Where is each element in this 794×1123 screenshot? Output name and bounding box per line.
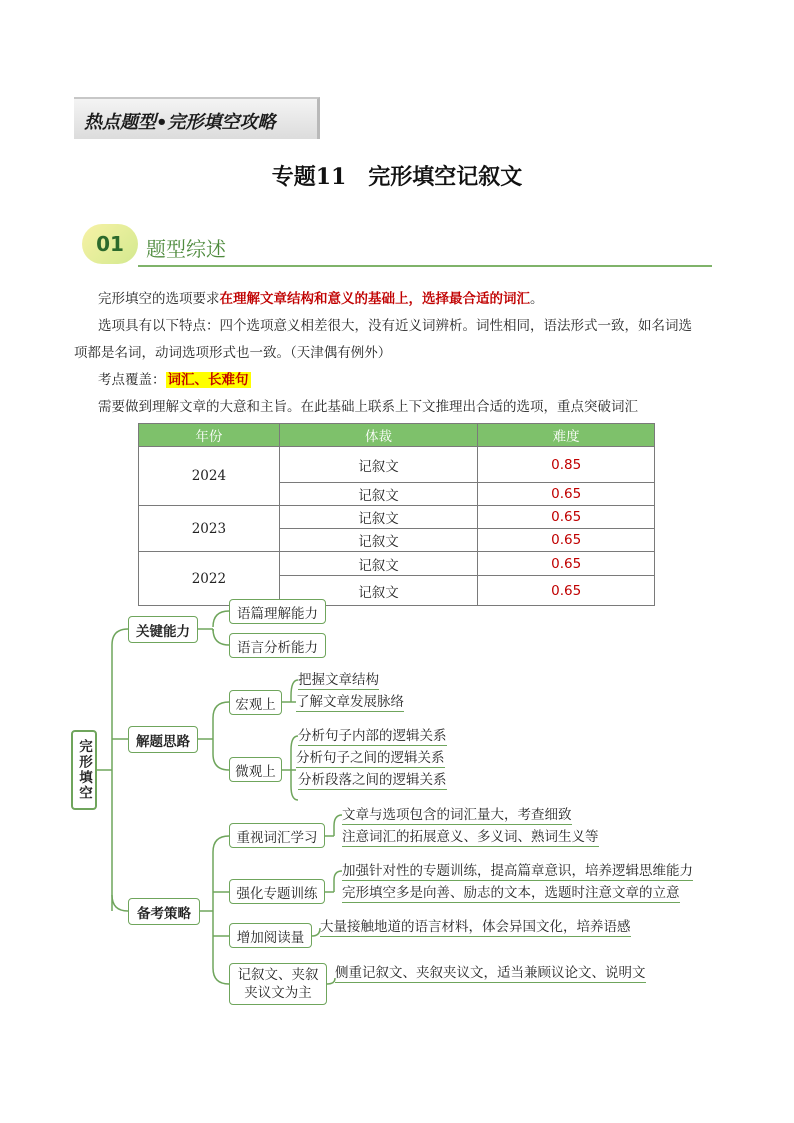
year-cell: 2023 bbox=[139, 506, 280, 552]
node-text-comprehension: 语篇理解能力 bbox=[229, 599, 326, 624]
leaf-text: 加强针对性的专题训练，提高篇章意识，培养逻辑思维能力 bbox=[342, 863, 693, 879]
node-vocab: 重视词汇学习 bbox=[229, 823, 325, 848]
leaf-text: 分析句子内部的逻辑关系 bbox=[298, 728, 447, 744]
intro-p1-end: 。 bbox=[530, 291, 544, 307]
difficulty-cell: 0.65 bbox=[478, 506, 655, 529]
difficulty-cell: 0.85 bbox=[478, 447, 655, 483]
intro-paragraph-2-line-2: 项都是名词，动词选项形式也一致。（天津偶有例外） bbox=[74, 345, 392, 361]
leaf-vocab-2 bbox=[342, 828, 599, 846]
intro-p1-emphasis: 在理解文章结构和意义的基础上，选择最合适的词汇 bbox=[219, 291, 530, 307]
intro-paragraph-4: 需要做到理解文章的大意和主旨。在此基础上联系上下文推理出合适的选项，重点突破词汇 bbox=[98, 399, 638, 415]
genre-cell: 记叙文 bbox=[279, 529, 478, 552]
intro-paragraph-2-line-1: 选项具有以下特点：四个选项意义相差很大，没有近义词辨析。词性相同，语法形式一致，如名词选 bbox=[98, 318, 692, 334]
node-key-ability: 关键能力 bbox=[128, 616, 198, 643]
leaf-text: 分析句子之间的逻辑关系 bbox=[296, 750, 445, 766]
year-cell: 2022 bbox=[139, 552, 280, 606]
leaf-text: 文章与选项包含的词汇量大，考查细致 bbox=[342, 807, 572, 823]
difficulty-cell: 0.65 bbox=[478, 552, 655, 576]
leaf-text: 分析段落之间的逻辑关系 bbox=[298, 772, 447, 788]
table-row bbox=[139, 506, 655, 529]
intro-paragraph-1 bbox=[98, 290, 544, 308]
section-header bbox=[82, 219, 712, 269]
leaf-text: 大量接触地道的语言材料，体会异国文化，培养语感 bbox=[320, 919, 631, 935]
node-strategy: 备考策略 bbox=[128, 898, 200, 925]
genre-cell: 记叙文 bbox=[279, 552, 478, 576]
difficulty-cell: 0.65 bbox=[478, 483, 655, 506]
coverage-highlight: 词汇、长难句 bbox=[167, 372, 249, 388]
node-micro: 微观上 bbox=[229, 757, 282, 782]
node-approach: 解题思路 bbox=[128, 726, 198, 753]
node-reading: 增加阅读量 bbox=[229, 923, 312, 948]
page-title: 专题11 完形填空记叙文 bbox=[271, 164, 523, 190]
coverage-label: 考点覆盖： bbox=[98, 372, 166, 388]
banner-text: 热点题型•完形填空攻略 bbox=[84, 112, 276, 133]
genre-cell: 记叙文 bbox=[279, 447, 478, 483]
leaf-training-1 bbox=[342, 862, 693, 880]
leaf-text: 完形填空多是向善、励志的文本，选题时注意文章的立意 bbox=[342, 885, 680, 901]
node-genre-line-2: 夹议文为主 bbox=[244, 985, 312, 1001]
node-training: 强化专题训练 bbox=[229, 879, 325, 904]
table-row bbox=[139, 552, 655, 576]
difficulty-cell: 0.65 bbox=[478, 529, 655, 552]
topic-banner bbox=[74, 97, 320, 139]
node-macro: 宏观上 bbox=[229, 690, 282, 715]
leaf-macro-1 bbox=[298, 671, 379, 689]
leaf-text: 侧重记叙文、夹叙夹议文，适当兼顾议论文、说明文 bbox=[335, 965, 646, 981]
node-language-analysis: 语言分析能力 bbox=[229, 633, 326, 658]
header-year: 年份 bbox=[139, 424, 280, 447]
genre-cell: 记叙文 bbox=[279, 483, 478, 506]
intro-p1-text: 完形填空的选项要求 bbox=[98, 291, 220, 307]
node-genre-line-1: 记叙文、夹叙 bbox=[237, 967, 319, 983]
node-genre bbox=[229, 963, 327, 1005]
section-divider bbox=[138, 265, 712, 267]
leaf-reading-1 bbox=[320, 918, 631, 936]
genre-cell: 记叙文 bbox=[279, 576, 478, 606]
leaf-training-2 bbox=[342, 884, 680, 902]
mindmap-root: 完形填空 bbox=[71, 730, 97, 810]
header-difficulty: 难度 bbox=[478, 424, 655, 447]
year-cell: 2024 bbox=[139, 447, 280, 506]
leaf-micro-3 bbox=[298, 771, 447, 789]
section-number-badge: 01 bbox=[82, 224, 138, 264]
table-row bbox=[139, 447, 655, 483]
leaf-text: 了解文章发展脉络 bbox=[296, 694, 404, 710]
leaf-text: 把握文章结构 bbox=[298, 672, 379, 688]
header-genre: 体裁 bbox=[279, 424, 478, 447]
section-title: 题型综述 bbox=[146, 237, 226, 261]
leaf-macro-2 bbox=[296, 693, 404, 711]
difficulty-cell: 0.65 bbox=[478, 576, 655, 606]
leaf-micro-2 bbox=[296, 749, 445, 767]
difficulty-table bbox=[138, 423, 655, 606]
table-header-row bbox=[139, 424, 655, 447]
leaf-text: 注意词汇的拓展意义、多义词、熟词生义等 bbox=[342, 829, 599, 845]
intro-paragraph-3 bbox=[98, 371, 251, 389]
leaf-vocab-1 bbox=[342, 806, 572, 824]
leaf-genre-1 bbox=[335, 964, 646, 982]
leaf-micro-1 bbox=[298, 727, 447, 745]
genre-cell: 记叙文 bbox=[279, 506, 478, 529]
